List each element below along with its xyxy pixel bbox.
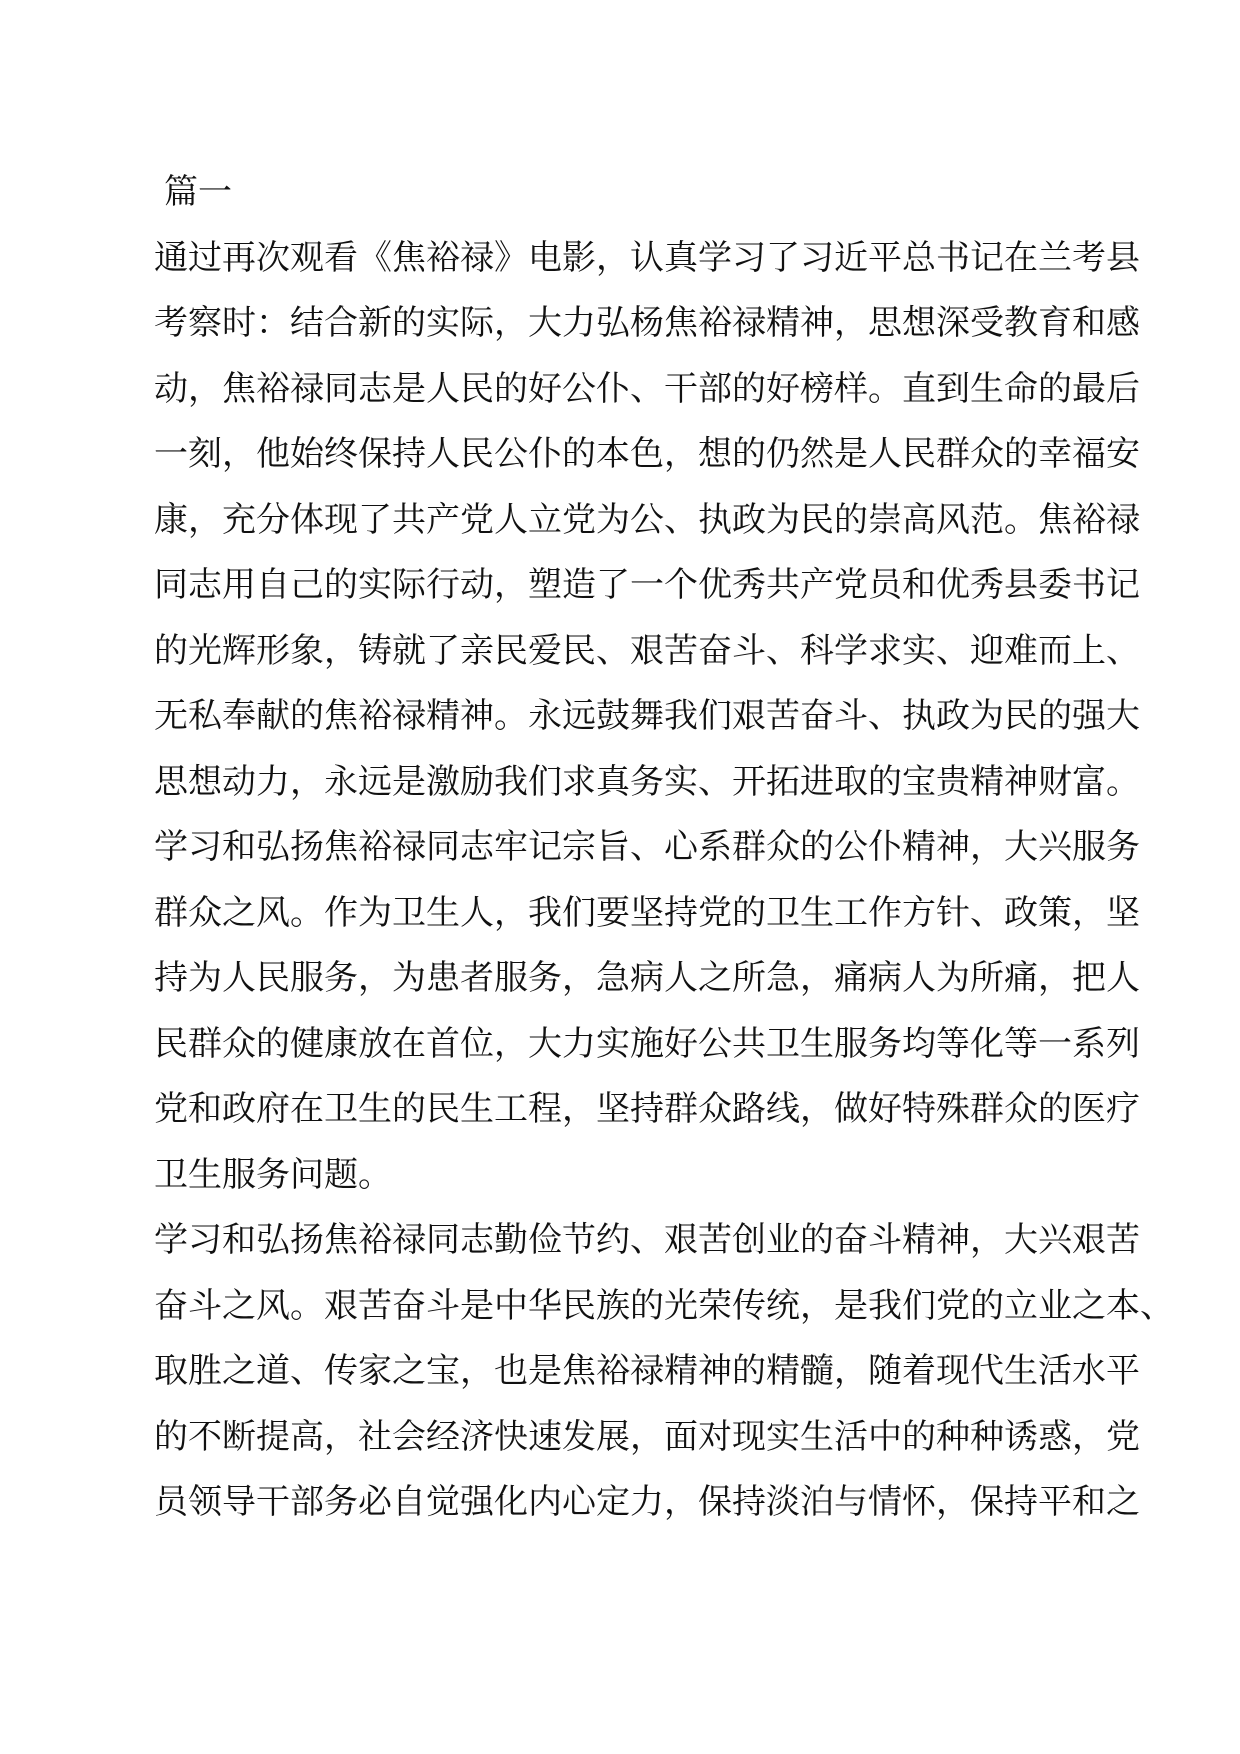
paragraph-1 — [154, 226, 1140, 816]
text-line: 取胜之道、传家之宝，也是焦裕禄精神的精髓，随着现代生活水平 — [154, 1351, 1140, 1391]
paragraph-2 — [154, 815, 1140, 1208]
text-line: 党和政府在卫生的民生工程，坚持群众路线，做好特殊群众的医疗 — [154, 1089, 1140, 1129]
section-heading: 篇一 — [164, 172, 232, 212]
text-line: 思想动力，永远是激励我们求真务实、开拓进取的宝贵精神财富。 — [154, 761, 1140, 802]
paragraph-3 — [154, 1208, 1174, 1536]
text-line: 学习和弘扬焦裕禄同志勤俭节约、艰苦创业的奋斗精神，大兴艰苦 — [154, 1220, 1140, 1260]
text-line: 同志用自己的实际行动，塑造了一个优秀共产党员和优秀县委书记 — [154, 565, 1140, 605]
text-line: 民群众的健康放在首位，大力实施好公共卫生服务均等化等一系列 — [154, 1023, 1140, 1064]
text-line: 的不断提高，社会经济快速发展，面对现实生活中的种种诱惑，党 — [154, 1416, 1140, 1457]
text-line: 员领导干部务必自觉强化内心定力，保持淡泊与情怀，保持平和之 — [154, 1482, 1140, 1522]
text-line: 奋斗之风。艰苦奋斗是中华民族的光荣传统，是我们党的立业之本、 — [154, 1285, 1174, 1326]
text-line: 的光辉形象，铸就了亲民爱民、艰苦奋斗、科学求实、迎难而上、 — [154, 630, 1140, 671]
text-line: 群众之风。作为卫生人，我们要坚持党的卫生工作方针、政策，坚 — [154, 892, 1140, 933]
text-line: 通过再次观看《焦裕禄》电影，认真学习了习近平总书记在兰考县 — [154, 237, 1140, 278]
text-line: 康，充分体现了共产党人立党为公、执政为民的崇高风范。焦裕禄 — [154, 499, 1140, 540]
text-line: 持为人民服务，为患者服务，急病人之所急，痛病人为所痛，把人 — [154, 958, 1140, 998]
text-line: 无私奉献的焦裕禄精神。永远鼓舞我们艰苦奋斗、执政为民的强大 — [154, 696, 1140, 736]
text-line: 学习和弘扬焦裕禄同志牢记宗旨、心系群众的公仆精神，大兴服务 — [154, 827, 1140, 867]
text-line: 一刻，他始终保持人民公仆的本色，想的仍然是人民群众的幸福安 — [154, 434, 1140, 474]
text-line: 考察时：结合新的实际，大力弘杨焦裕禄精神，思想深受教育和感 — [154, 303, 1140, 343]
text-line: 卫生服务问题。 — [154, 1154, 392, 1195]
text-line: 动，焦裕禄同志是人民的好公仆、干部的好榜样。直到生命的最后 — [154, 368, 1140, 409]
document-body — [154, 160, 1174, 1536]
